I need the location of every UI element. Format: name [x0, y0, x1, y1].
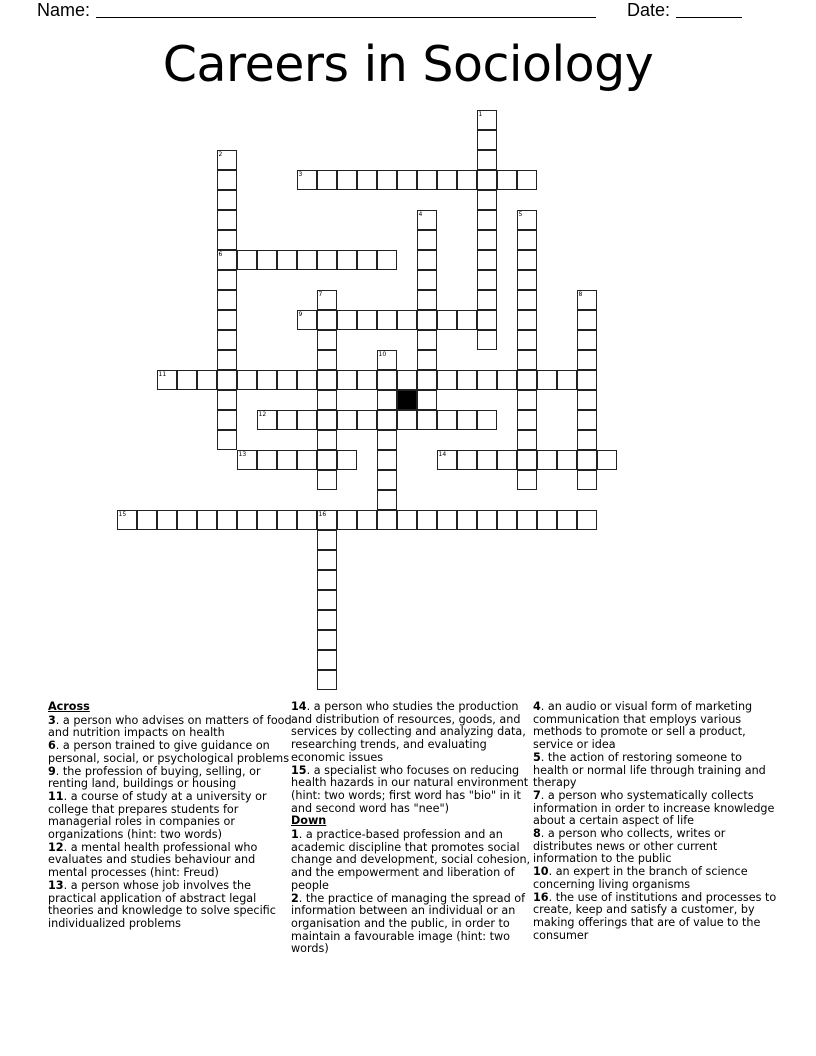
clue-text: a person who systematically collects information in order to increase knowledge about a certain aspect of life: [533, 788, 775, 828]
clue-text: an expert in the branch of science concerning living organisms: [533, 865, 748, 891]
grid-cell[interactable]: [277, 250, 297, 270]
grid-cell[interactable]: [297, 510, 317, 530]
grid-cell[interactable]: [157, 370, 177, 390]
grid-cell[interactable]: [377, 470, 397, 490]
grid-cell[interactable]: [417, 510, 437, 530]
grid-cell[interactable]: [477, 110, 497, 130]
cell-number: 15: [118, 511, 127, 518]
grid-cell[interactable]: [297, 410, 317, 430]
grid-cell[interactable]: [477, 370, 497, 390]
grid-cell[interactable]: [517, 290, 537, 310]
grid-cell[interactable]: [297, 250, 317, 270]
grid-cell[interactable]: [337, 510, 357, 530]
grid-cell[interactable]: [477, 130, 497, 150]
grid-cell[interactable]: [517, 270, 537, 290]
clue-number: 7: [533, 788, 541, 802]
grid-cell[interactable]: [317, 450, 337, 470]
grid-cell[interactable]: [457, 170, 477, 190]
grid-cell[interactable]: [417, 350, 437, 370]
across-clue: 13. a person whose job involves the practical application of abstract legal theories and knowledge to solve specific individualized problems: [48, 878, 276, 930]
clue-text: a person trained to give guidance on personal, social, or psychological problems: [48, 739, 290, 765]
grid-cell[interactable]: [477, 310, 497, 330]
cell-number: 10: [378, 351, 387, 358]
grid-cell[interactable]: [337, 250, 357, 270]
grid-cell[interactable]: [517, 310, 537, 330]
cell-number: 5: [518, 211, 523, 218]
grid-cell[interactable]: [577, 310, 597, 330]
clue-number: 9: [48, 764, 56, 778]
across-clue: 6. a person trained to give guidance on personal, social, or psychological problems: [48, 739, 290, 765]
clue-number: 13: [48, 878, 64, 892]
cell-number: 2: [218, 151, 223, 158]
clues-column-2: [291, 701, 537, 956]
clue-number: 1: [291, 828, 299, 842]
grid-cell[interactable]: [437, 370, 457, 390]
grid-cell[interactable]: [337, 450, 357, 470]
grid-cell[interactable]: [317, 630, 337, 650]
grid-cell[interactable]: [277, 450, 297, 470]
grid-cell[interactable]: [537, 370, 557, 390]
grid-cell[interactable]: [417, 370, 437, 390]
down-clue: 10. an expert in the branch of science concerning living organisms: [533, 865, 748, 891]
grid-cell[interactable]: [217, 150, 237, 170]
grid-cell[interactable]: [577, 370, 597, 390]
grid-cell[interactable]: [217, 190, 237, 210]
grid-cell[interactable]: [517, 450, 537, 470]
grid-cell[interactable]: [577, 470, 597, 490]
grid-cell[interactable]: [537, 510, 557, 530]
grid-cell[interactable]: [317, 250, 337, 270]
clue-number: 2: [291, 891, 299, 905]
grid-cell[interactable]: [477, 250, 497, 270]
grid-cell[interactable]: [217, 350, 237, 370]
grid-cell[interactable]: [317, 350, 337, 370]
clue-number: 6: [48, 739, 56, 753]
cell-number: 12: [258, 411, 267, 418]
clue-number: 11: [48, 789, 64, 803]
grid-cell[interactable]: [517, 430, 537, 450]
clue-number: 15: [291, 763, 307, 777]
cell-number: 9: [298, 311, 303, 318]
grid-cell[interactable]: [437, 170, 457, 190]
grid-cell[interactable]: [437, 510, 457, 530]
across-heading: Across: [48, 700, 90, 713]
grid-cell[interactable]: [517, 170, 537, 190]
grid-cell[interactable]: [517, 510, 537, 530]
grid-cell[interactable]: [437, 310, 457, 330]
grid-cell[interactable]: [237, 450, 257, 470]
grid-cell[interactable]: [397, 310, 417, 330]
grid-cell[interactable]: [217, 390, 237, 410]
grid-cell[interactable]: [297, 170, 317, 190]
name-blank-line[interactable]: [96, 1, 596, 18]
grid-cell[interactable]: [197, 370, 217, 390]
grid-cell[interactable]: [257, 250, 277, 270]
grid-cell[interactable]: [537, 450, 557, 470]
clue-text: the use of institutions and processes to create, keep and satisfy a customer, by making offerings that are of value to the consumer: [533, 890, 777, 942]
grid-cell[interactable]: [257, 370, 277, 390]
clues-column-1: [48, 701, 294, 931]
grid-cell[interactable]: [317, 550, 337, 570]
grid-cell[interactable]: [377, 510, 397, 530]
grid-cell[interactable]: [557, 510, 577, 530]
grid-cell[interactable]: [477, 290, 497, 310]
grid-cell[interactable]: [317, 530, 337, 550]
grid-cell[interactable]: [157, 510, 177, 530]
clue-text: an audio or visual form of marketing communication that employs various methods to promote or sell a product, service or idea: [533, 700, 753, 752]
clue-text: a person who collects, writes or distributes news or other current information to the public: [533, 827, 726, 866]
grid-cell[interactable]: [317, 390, 337, 410]
grid-cell[interactable]: [497, 370, 517, 390]
clue-text: a person whose job involves the practical application of abstract legal theories and knowledge to solve specific individualized problems: [48, 878, 276, 930]
grid-cell[interactable]: [577, 290, 597, 310]
grid-cell[interactable]: [457, 370, 477, 390]
grid-cell[interactable]: [497, 170, 517, 190]
clue-text: a practice-based profession and an academic discipline that promotes social change and development, social cohesion, and the empowerment and liberation of people: [291, 828, 531, 892]
grid-cell[interactable]: [177, 510, 197, 530]
across-clue: 11. a course of study at a university or college that prepares students for managerial roles in companies or organizations (hint: two words): [48, 789, 267, 842]
grid-cell[interactable]: [317, 330, 337, 350]
grid-cell[interactable]: [497, 510, 517, 530]
grid-cell[interactable]: [577, 450, 597, 470]
grid-cell[interactable]: [597, 450, 617, 470]
grid-cell[interactable]: [257, 450, 277, 470]
clue-text: a specialist who focuses on reducing health hazards in our natural environment (hint: two words; first word has "bio" in it and second word has "nee"): [291, 763, 529, 815]
grid-cell[interactable]: [517, 210, 537, 230]
grid-cell[interactable]: [557, 370, 577, 390]
grid-cell[interactable]: [337, 410, 357, 430]
grid-cell[interactable]: [317, 410, 337, 430]
grid-cell[interactable]: [317, 470, 337, 490]
clue-number: 12: [48, 840, 64, 854]
clue-number: 4: [533, 700, 541, 713]
clue-number: 10: [533, 865, 549, 879]
grid-cell[interactable]: [217, 310, 237, 330]
across-clue: 9. the profession of buying, selling, or renting land, buildings or housing: [48, 764, 261, 791]
across-clue: 12. a mental health professional who evaluates and studies behaviour and mental processes (hint: Freud): [48, 840, 258, 880]
grid-cell[interactable]: [417, 310, 437, 330]
grid-cell[interactable]: [357, 510, 377, 530]
grid-cell[interactable]: [297, 370, 317, 390]
down-heading: Down: [291, 814, 327, 828]
grid-cell[interactable]: [317, 310, 337, 330]
across-clue: 14. a person who studies the production and distribution of resources, goods, and services by collecting and analyzing data, researching trends, and evaluating economic issues: [291, 700, 526, 764]
grid-cell[interactable]: [517, 250, 537, 270]
down-clue: 2. the practice of managing the spread of information between an individual or an organisation and the public, in order to maintain a favourable image (hint: two words): [291, 891, 526, 956]
grid-cell[interactable]: [477, 270, 497, 290]
clue-text: a mental health professional who evaluates and studies behaviour and mental processes (hint: Freud): [48, 840, 258, 880]
grid-cell[interactable]: [297, 310, 317, 330]
cell-number: 8: [578, 291, 583, 298]
grid-cell[interactable]: [477, 410, 497, 430]
grid-cell[interactable]: [317, 670, 337, 690]
clue-text: the action of restoring someone to health or normal life through training and therapy: [533, 750, 766, 790]
grid-cell[interactable]: [217, 370, 237, 390]
grid-cell[interactable]: [477, 190, 497, 210]
clue-number: 3: [48, 713, 56, 727]
grid-cell[interactable]: [317, 430, 337, 450]
grid-cell[interactable]: [217, 430, 237, 450]
across-clue: 3. a person who advises on matters of food and nutrition impacts on health: [48, 713, 292, 740]
clue-text: a person who advises on matters of food and nutrition impacts on health: [48, 713, 292, 740]
grid-cell[interactable]: [477, 210, 497, 230]
grid-cell[interactable]: [237, 510, 257, 530]
date-field[interactable]: [627, 0, 742, 21]
cell-number: 1: [478, 111, 483, 118]
grid-cell[interactable]: [217, 170, 237, 190]
grid-cell[interactable]: [577, 390, 597, 410]
grid-cell[interactable]: [517, 470, 537, 490]
down-clue: 5. the action of restoring someone to health or normal life through training and therapy: [533, 750, 766, 790]
grid-cell[interactable]: [417, 230, 437, 250]
grid-cell[interactable]: [337, 370, 357, 390]
clue-number: 5: [533, 750, 541, 764]
grid-cell[interactable]: [377, 490, 397, 510]
cell-number: 7: [318, 291, 323, 298]
grid-cell[interactable]: [377, 250, 397, 270]
grid-cell[interactable]: [317, 570, 337, 590]
clue-number: 8: [533, 827, 541, 841]
clues-column-3: [533, 701, 779, 942]
grid-cell[interactable]: [277, 510, 297, 530]
grid-cell[interactable]: [377, 430, 397, 450]
grid-cell[interactable]: [117, 510, 137, 530]
down-clue: 7. a person who systematically collects information in order to increase knowledge about a certain aspect of life: [533, 788, 775, 828]
grid-cell[interactable]: [317, 510, 337, 530]
grid-cell[interactable]: [317, 590, 337, 610]
grid-cell[interactable]: [577, 410, 597, 430]
grid-cell[interactable]: [217, 250, 237, 270]
grid-cell[interactable]: [377, 390, 397, 410]
grid-cell[interactable]: [477, 230, 497, 250]
grid-cell[interactable]: [237, 250, 257, 270]
grid-cell[interactable]: [477, 170, 497, 190]
cell-number: 13: [238, 451, 247, 458]
grid-cell[interactable]: [377, 170, 397, 190]
cell-number: 3: [298, 171, 303, 178]
grid-cell[interactable]: [357, 250, 377, 270]
date-label: Date:: [627, 0, 671, 20]
grid-cell[interactable]: [377, 310, 397, 330]
name-field[interactable]: [37, 0, 596, 21]
cell-number: 4: [418, 211, 423, 218]
cell-number: 14: [438, 451, 447, 458]
grid-cell[interactable]: [317, 170, 337, 190]
grid-cell[interactable]: [397, 370, 417, 390]
grid-cell[interactable]: [477, 510, 497, 530]
grid-cell[interactable]: [377, 370, 397, 390]
grid-cell[interactable]: [417, 210, 437, 230]
grid-cell[interactable]: [257, 410, 277, 430]
grid-cell[interactable]: [317, 610, 337, 630]
name-label: Name:: [37, 0, 91, 20]
grid-cell[interactable]: [417, 250, 437, 270]
grid-cell[interactable]: [237, 370, 257, 390]
grid-cell[interactable]: [137, 510, 157, 530]
grid-cell[interactable]: [377, 350, 397, 370]
grid-cell[interactable]: [577, 330, 597, 350]
grid-cell[interactable]: [217, 290, 237, 310]
down-clue: 16. the use of institutions and processes to create, keep and satisfy a customer, by making offerings that are of value to the consumer: [533, 890, 777, 942]
grid-cell[interactable]: [517, 350, 537, 370]
grid-cell[interactable]: [417, 270, 437, 290]
grid-cell[interactable]: [217, 330, 237, 350]
down-clue: 8. a person who collects, writes or distributes news or other current information to the public: [533, 827, 726, 866]
grid-cell[interactable]: [337, 170, 357, 190]
grid-cell[interactable]: [437, 450, 457, 470]
grid-cell[interactable]: [357, 410, 377, 430]
page-title: Careers in Sociology: [162, 36, 654, 93]
grid-cell[interactable]: [457, 510, 477, 530]
grid-cell[interactable]: [457, 410, 477, 430]
black-cell: [397, 390, 417, 410]
clue-text: a course of study at a university or college that prepares students for managerial roles in companies or organizations (hint: two words): [48, 789, 267, 842]
grid-cell[interactable]: [377, 410, 397, 430]
clue-text: a person who studies the production and distribution of resources, goods, and services by collecting and analyzing data, researching trends, and evaluating economic issues: [291, 700, 526, 764]
grid-cell[interactable]: [317, 290, 337, 310]
grid-cell[interactable]: [517, 370, 537, 390]
grid-cell[interactable]: [577, 350, 597, 370]
grid-cell[interactable]: [217, 510, 237, 530]
grid-cell[interactable]: [517, 410, 537, 430]
cell-number: 16: [318, 511, 327, 518]
grid-cell[interactable]: [177, 370, 197, 390]
grid-cell[interactable]: [317, 650, 337, 670]
grid-cell[interactable]: [357, 310, 377, 330]
grid-cell[interactable]: [577, 510, 597, 530]
grid-cell[interactable]: [217, 270, 237, 290]
grid-cell[interactable]: [457, 310, 477, 330]
clue-text: the profession of buying, selling, or renting land, buildings or housing: [48, 764, 261, 791]
grid-cell[interactable]: [337, 310, 357, 330]
grid-cell[interactable]: [217, 230, 237, 250]
grid-cell[interactable]: [417, 170, 437, 190]
across-clue: 15. a specialist who focuses on reducing health hazards in our natural environment (hint: two words; first word has "bio" in it and second word has "nee"): [291, 763, 529, 815]
grid-cell[interactable]: [257, 510, 277, 530]
grid-cell[interactable]: [497, 450, 517, 470]
clue-number: 14: [291, 700, 307, 713]
cell-number: 11: [158, 371, 167, 378]
grid-cell[interactable]: [417, 390, 437, 410]
grid-cell[interactable]: [477, 450, 497, 470]
grid-cell[interactable]: [317, 370, 337, 390]
date-blank-line[interactable]: [676, 1, 742, 18]
grid-cell[interactable]: [277, 410, 297, 430]
grid-cell[interactable]: [477, 150, 497, 170]
grid-cell[interactable]: [357, 370, 377, 390]
grid-cell[interactable]: [517, 390, 537, 410]
grid-cell[interactable]: [377, 450, 397, 470]
grid-cell[interactable]: [417, 410, 437, 430]
grid-cell[interactable]: [517, 330, 537, 350]
grid-cell[interactable]: [277, 370, 297, 390]
grid-cell[interactable]: [457, 450, 477, 470]
grid-cell[interactable]: [357, 170, 377, 190]
grid-cell[interactable]: [437, 410, 457, 430]
grid-cell[interactable]: [397, 410, 417, 430]
grid-cell[interactable]: [297, 450, 317, 470]
grid-cell[interactable]: [477, 330, 497, 350]
cell-number: 6: [218, 251, 223, 258]
clue-number: 16: [533, 890, 549, 904]
down-clue: 4. an audio or visual form of marketing communication that employs various methods to promote or sell a product, service or idea: [533, 700, 753, 752]
grid-cell[interactable]: [397, 170, 417, 190]
grid-cell[interactable]: [517, 230, 537, 250]
grid-cell[interactable]: [577, 430, 597, 450]
clue-text: the practice of managing the spread of information between an individual or an organisation and the public, in order to maintain a favourable image (hint: two words): [291, 891, 526, 956]
grid-cell[interactable]: [217, 210, 237, 230]
grid-cell[interactable]: [417, 290, 437, 310]
grid-cell[interactable]: [197, 510, 217, 530]
down-clue: 1. a practice-based profession and an academic discipline that promotes social change and development, social cohesion, and the empowerment and liberation of people: [291, 828, 531, 892]
grid-cell[interactable]: [417, 330, 437, 350]
grid-cell[interactable]: [397, 510, 417, 530]
grid-cell[interactable]: [217, 410, 237, 430]
grid-cell[interactable]: [557, 450, 577, 470]
